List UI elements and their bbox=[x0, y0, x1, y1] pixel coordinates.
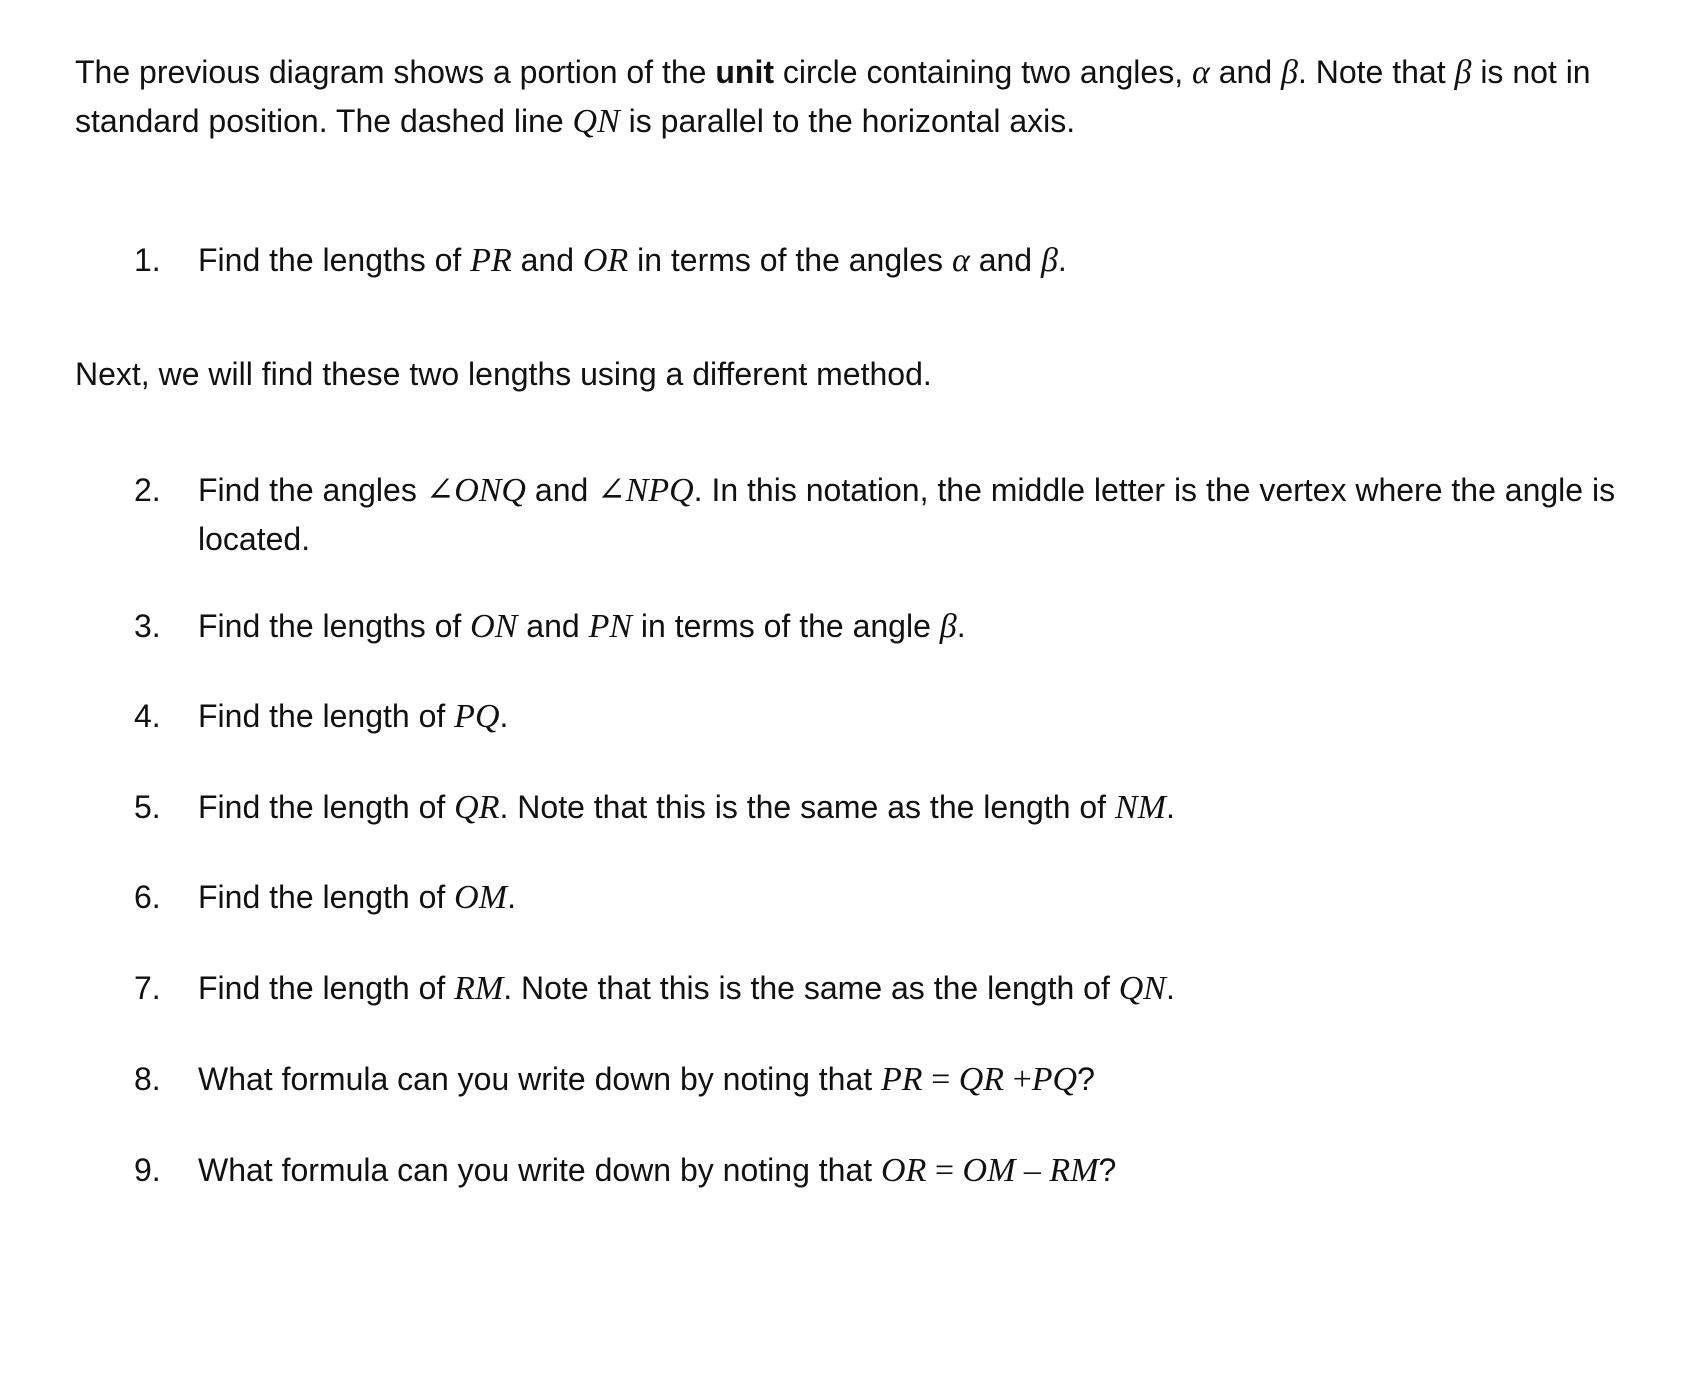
math-angle: ONQ bbox=[454, 472, 526, 509]
question-text bbox=[198, 692, 1634, 741]
angle-symbol: ∠ bbox=[597, 472, 626, 509]
text-run: Find the length of bbox=[198, 789, 455, 825]
math-segment: QR bbox=[958, 1061, 1005, 1098]
text-run: . bbox=[1165, 789, 1175, 825]
text-run: What formula can you write down by noting that bbox=[198, 1061, 882, 1097]
math-segment: PQ bbox=[1031, 1061, 1078, 1098]
question-3 bbox=[134, 602, 1634, 651]
question-5 bbox=[134, 783, 1634, 832]
math-beta: β bbox=[1454, 54, 1472, 91]
question-1 bbox=[134, 236, 1634, 285]
math-beta: β bbox=[1040, 242, 1058, 279]
math-operator: + bbox=[1004, 1061, 1032, 1098]
math-operator: = bbox=[926, 1152, 963, 1189]
math-segment: RM bbox=[454, 970, 504, 1007]
question-text bbox=[198, 1146, 1634, 1195]
question-text bbox=[198, 236, 1634, 285]
question-number: 9. bbox=[134, 1152, 161, 1188]
text-run: Find the lengths of bbox=[198, 608, 471, 644]
next-paragraph: Next, we will find these two lengths using a different method. bbox=[75, 356, 932, 392]
intro-bold-unit: unit bbox=[715, 54, 774, 90]
math-segment: QN bbox=[1118, 970, 1166, 1007]
question-text bbox=[198, 873, 1634, 922]
math-operator: – bbox=[1015, 1152, 1050, 1189]
intro-paragraph bbox=[75, 48, 1635, 146]
math-alpha: α bbox=[1191, 54, 1210, 91]
question-2 bbox=[134, 466, 1634, 564]
intro-text: circle containing two angles, bbox=[773, 54, 1192, 90]
math-segment: OR bbox=[582, 242, 629, 279]
math-segment: QR bbox=[454, 789, 500, 826]
question-number: 4. bbox=[134, 698, 161, 734]
intro-text: The previous diagram shows a portion of the bbox=[75, 54, 716, 90]
math-segment: PR bbox=[470, 242, 512, 279]
text-run: Find the length of bbox=[198, 970, 455, 1006]
question-4 bbox=[134, 692, 1634, 741]
text-run: and bbox=[969, 242, 1041, 278]
question-9 bbox=[134, 1146, 1634, 1195]
text-run: in terms of the angles bbox=[628, 242, 952, 278]
question-text bbox=[198, 964, 1634, 1013]
math-segment: OM bbox=[962, 1152, 1016, 1189]
text-run: . bbox=[1165, 970, 1175, 1006]
text-run: . Note that this is the same as the length of bbox=[503, 970, 1119, 1006]
text-run: . bbox=[956, 608, 966, 644]
math-segment: PQ bbox=[454, 698, 500, 735]
math-alpha: α bbox=[951, 242, 970, 279]
math-segment: ON bbox=[470, 608, 518, 645]
text-run: Find the angles bbox=[198, 472, 426, 508]
question-text bbox=[198, 783, 1634, 832]
text-run: Find the length of bbox=[198, 879, 455, 915]
text-run: . Note that this is the same as the length of bbox=[499, 789, 1115, 825]
math-segment: OM bbox=[454, 879, 508, 916]
math-beta: β bbox=[1281, 54, 1298, 91]
text-run: ? bbox=[1077, 1061, 1095, 1097]
text-run: and bbox=[526, 472, 598, 508]
text-run: What formula can you write down by noting that bbox=[198, 1152, 882, 1188]
text-run: . bbox=[499, 698, 509, 734]
math-segment: OR bbox=[881, 1152, 927, 1189]
text-run: . bbox=[1057, 242, 1067, 278]
text-run: . bbox=[507, 879, 516, 915]
question-number: 3. bbox=[134, 608, 161, 644]
math-operator: = bbox=[922, 1061, 959, 1098]
question-number: 8. bbox=[134, 1061, 161, 1097]
question-text bbox=[198, 602, 1634, 651]
question-7 bbox=[134, 964, 1634, 1013]
question-number: 1. bbox=[134, 242, 161, 278]
text-run: in terms of the angle bbox=[632, 608, 940, 644]
question-number: 5. bbox=[134, 789, 161, 825]
text-run: and bbox=[517, 608, 589, 644]
question-8 bbox=[134, 1055, 1634, 1104]
question-6 bbox=[134, 873, 1634, 922]
text-run: Find the length of bbox=[198, 698, 455, 734]
question-text bbox=[198, 1055, 1634, 1104]
math-angle: NPQ bbox=[625, 472, 694, 509]
question-number: 7. bbox=[134, 970, 161, 1006]
question-number: 2. bbox=[134, 472, 161, 508]
text-run: ? bbox=[1098, 1152, 1117, 1188]
text-run: . In this notation, the middle letter is the vertex where the angle is located. bbox=[198, 472, 1616, 557]
intro-text: is parallel to the horizontal axis. bbox=[619, 103, 1076, 139]
intro-text: is not in standard position. The dashed line bbox=[75, 54, 1591, 139]
intro-text: and bbox=[1209, 54, 1282, 90]
math-segment: PN bbox=[588, 608, 633, 645]
question-number: 6. bbox=[134, 879, 161, 915]
math-qn: QN bbox=[572, 103, 620, 140]
angle-symbol: ∠ bbox=[425, 472, 455, 509]
math-segment: PR bbox=[881, 1061, 923, 1098]
text-run: Find the lengths of bbox=[198, 242, 471, 278]
math-beta: β bbox=[939, 608, 957, 645]
text-run: and bbox=[511, 242, 583, 278]
math-segment: RM bbox=[1049, 1152, 1099, 1189]
question-text bbox=[198, 466, 1634, 564]
intro-text: . Note that bbox=[1297, 54, 1455, 90]
math-segment: NM bbox=[1114, 789, 1166, 826]
